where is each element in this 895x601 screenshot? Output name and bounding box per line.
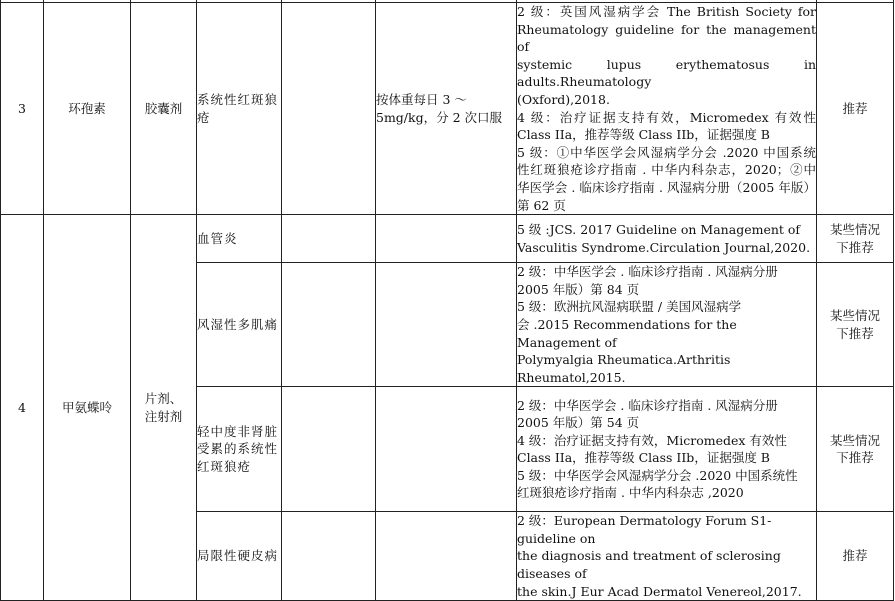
evidence-line: Class IIa，推荐等级 Class IIb，证据强度 B — [517, 450, 770, 466]
evidence-line: 性红斑狼疮诊疗指南 . 中华内科杂志，2020；②中 — [517, 162, 816, 178]
evidence-line: 华医学会 . 临床诊疗指南 . 风湿病分册（2005 年版） — [517, 179, 816, 195]
recommendation: 推荐 — [817, 512, 894, 601]
recommendation-line: 下推荐 — [836, 450, 874, 466]
empty-cell — [282, 512, 376, 601]
recommendation-line: 下推荐 — [836, 325, 874, 341]
indication: 风湿性多肌痛 — [197, 263, 282, 387]
evidence-line: 2 级：中华医学会 . 临床诊疗指南 . 风湿病分册 — [517, 264, 778, 280]
evidence-line: 5 级：中华医学会风湿病学分会 .2020 中国系统性 — [517, 467, 798, 483]
empty-cell — [282, 263, 376, 387]
evidence-line: 5 级：欧洲抗风湿病联盟 / 美国风湿病学 — [517, 299, 742, 315]
empty-cell — [376, 512, 517, 601]
evidence-line: Rheumatology guideline for the management of — [517, 21, 816, 55]
indication: 系统性红斑狼疮 — [197, 3, 282, 215]
evidence-line: 会 .2015 Recommendations for the Management of — [517, 316, 737, 350]
recommendation-line: 某些情况 — [829, 222, 880, 238]
evidence-line: 4 级：治疗证据支持有效，Micromedex 有效性 — [517, 432, 787, 448]
evidence-cell — [517, 512, 817, 601]
empty-cell — [282, 387, 376, 512]
empty-cell — [376, 387, 517, 512]
usage-dosage: 按体重每日 3 ～ 5mg/kg，分 2 次口服 — [376, 3, 517, 215]
recommendation — [817, 387, 894, 512]
table-row — [1, 3, 894, 215]
evidence-line: 4 级：治疗证据支持有效，Micromedex 有效性 — [517, 109, 816, 125]
evidence-line: 2 级：European Dermatology Forum S1-guideline on — [517, 513, 772, 546]
evidence-line: (Oxford),2018. — [517, 91, 610, 107]
evidence-line: the skin.J Eur Acad Dermatol Venereol,2017. — [517, 583, 802, 599]
evidence-line: 2005 年版）第 84 页 — [517, 281, 640, 297]
evidence-line: 第 62 页 — [517, 197, 566, 213]
empty-cell — [282, 215, 376, 263]
recommendation-line: 下推荐 — [836, 239, 874, 255]
recommendation: 推荐 — [817, 3, 894, 215]
recommendation-line: 某些情况 — [829, 432, 880, 448]
evidence-line: 红斑狼疮诊疗指南 . 中华内科杂志 ,2020 — [517, 485, 744, 501]
evidence-line: Polymyalgia Rheumatica.Arthritis Rheumatol,2015. — [517, 352, 731, 385]
dosage-form-line: 注射剂 — [144, 408, 183, 424]
indication: 血管炎 — [197, 215, 282, 263]
evidence-line: 2 级：英国风湿病学会 The British Society for — [517, 4, 816, 19]
empty-cell — [282, 3, 376, 215]
recommendation — [817, 215, 894, 263]
dosage-form-line: 片剂、 — [144, 391, 183, 407]
evidence-line: the diagnosis and treatment of sclerosing diseases of — [517, 548, 781, 582]
evidence-cell — [517, 387, 817, 512]
evidence-line: Class IIa，推荐等级 Class IIb，证据强度 B — [517, 127, 770, 143]
evidence-line: 5 级 :JCS. 2017 Guideline on Management of — [517, 222, 801, 238]
evidence-cell — [517, 215, 817, 263]
evidence-line: Vasculitis Syndrome.Circulation Journal,2020. — [517, 239, 811, 255]
row-number: 4 — [1, 215, 44, 601]
drug-name: 甲氨蝶呤 — [44, 215, 131, 601]
evidence-line: 2005 年版）第 54 页 — [517, 415, 640, 431]
table-row — [1, 215, 894, 263]
row-number: 3 — [1, 3, 44, 215]
drug-name: 环孢素 — [44, 3, 131, 215]
evidence-line: 5 级：①中华医学会风湿病学分会 .2020 中国系统 — [517, 144, 816, 160]
empty-cell — [376, 263, 517, 387]
evidence-cell — [517, 3, 817, 215]
indication: 轻中度非肾脏受累的系统性红斑狼疮 — [197, 387, 282, 512]
dosage-form: 胶囊剂 — [131, 3, 197, 215]
evidence-line: systemic lupus erythematosus in adults.Rheumatology — [517, 56, 816, 90]
recommendation-line: 某些情况 — [829, 308, 880, 324]
empty-cell — [376, 215, 517, 263]
evidence-line: 2 级：中华医学会 . 临床诊疗指南 . 风湿病分册 — [517, 397, 778, 413]
evidence-cell — [517, 263, 817, 387]
indication: 局限性硬皮病 — [197, 512, 282, 601]
recommendation — [817, 263, 894, 387]
dosage-form — [131, 215, 197, 601]
